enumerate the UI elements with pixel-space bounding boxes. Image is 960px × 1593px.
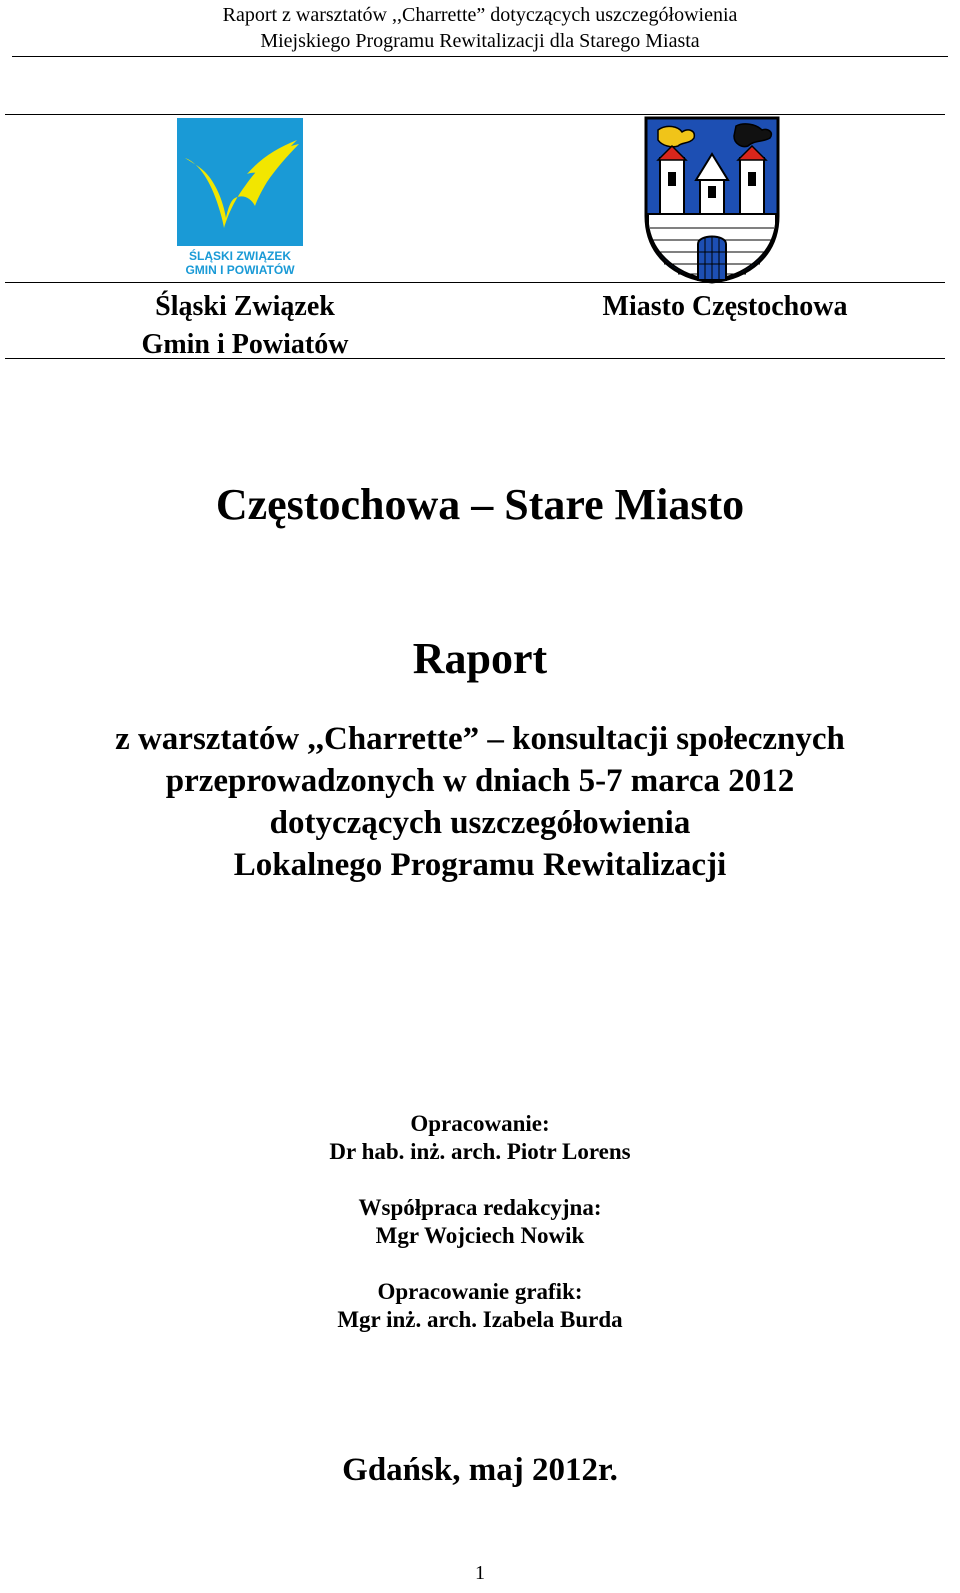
org-right-line-1: Miasto Częstochowa bbox=[602, 291, 848, 322]
report-subtitle-line-1: z warsztatów ,,Charrette” – konsultacji społecznych bbox=[115, 721, 845, 757]
running-header-line-1: Raport z warsztatów ,,Charrette” dotyczących uszczegółowienia bbox=[222, 4, 738, 26]
logo-table-top-rule bbox=[5, 114, 945, 115]
credit-graphics bbox=[0, 1278, 960, 1334]
credit-prepared-name: Dr hab. inż. arch. Piotr Lorens bbox=[329, 1139, 631, 1164]
report-subtitle-line-2: przeprowadzonych w dniach 5-7 marca 2012 bbox=[165, 763, 795, 799]
place-date: Gdańsk, maj 2012r. bbox=[342, 1452, 618, 1488]
report-subtitle bbox=[0, 718, 960, 886]
credit-graphics-label: Opracowanie grafik: bbox=[377, 1279, 583, 1304]
report-subtitle-line-4: Lokalnego Programu Rewitalizacji bbox=[233, 847, 727, 883]
org-right-name bbox=[555, 288, 895, 326]
slaski-logo-text-line-1: ŚLĄSKI ZWIĄZEK bbox=[189, 249, 291, 263]
logo-table-middle-rule bbox=[5, 282, 945, 283]
slaski-logo-text-line-2: GMIN I POWIATÓW bbox=[185, 263, 295, 277]
credit-editorial bbox=[0, 1194, 960, 1250]
header-rule bbox=[12, 56, 948, 57]
report-subtitle-line-3: dotyczących uszczegółowienia bbox=[269, 805, 691, 841]
czestochowa-coat-of-arms-icon bbox=[644, 116, 780, 284]
org-left-line-2: Gmin i Powiatów bbox=[141, 329, 349, 360]
org-left-line-1: Śląski Związek bbox=[155, 291, 335, 322]
running-header-line-2: Miejskiego Programu Rewitalizacji dla Starego Miasta bbox=[260, 30, 700, 52]
credit-editorial-name: Mgr Wojciech Nowik bbox=[375, 1223, 585, 1248]
org-left-name bbox=[100, 288, 390, 364]
running-header bbox=[0, 0, 960, 54]
credit-prepared-label: Opracowanie: bbox=[410, 1111, 550, 1136]
slaski-zwiazek-logo bbox=[177, 118, 303, 278]
report-heading: Raport bbox=[412, 634, 548, 683]
credit-prepared bbox=[0, 1110, 960, 1166]
credits bbox=[0, 1110, 960, 1362]
page-number: 1 bbox=[475, 1562, 485, 1584]
document-title: Częstochowa – Stare Miasto bbox=[215, 480, 745, 529]
credit-graphics-name: Mgr inż. arch. Izabela Burda bbox=[337, 1307, 623, 1332]
credit-editorial-label: Współpraca redakcyjna: bbox=[358, 1195, 602, 1220]
